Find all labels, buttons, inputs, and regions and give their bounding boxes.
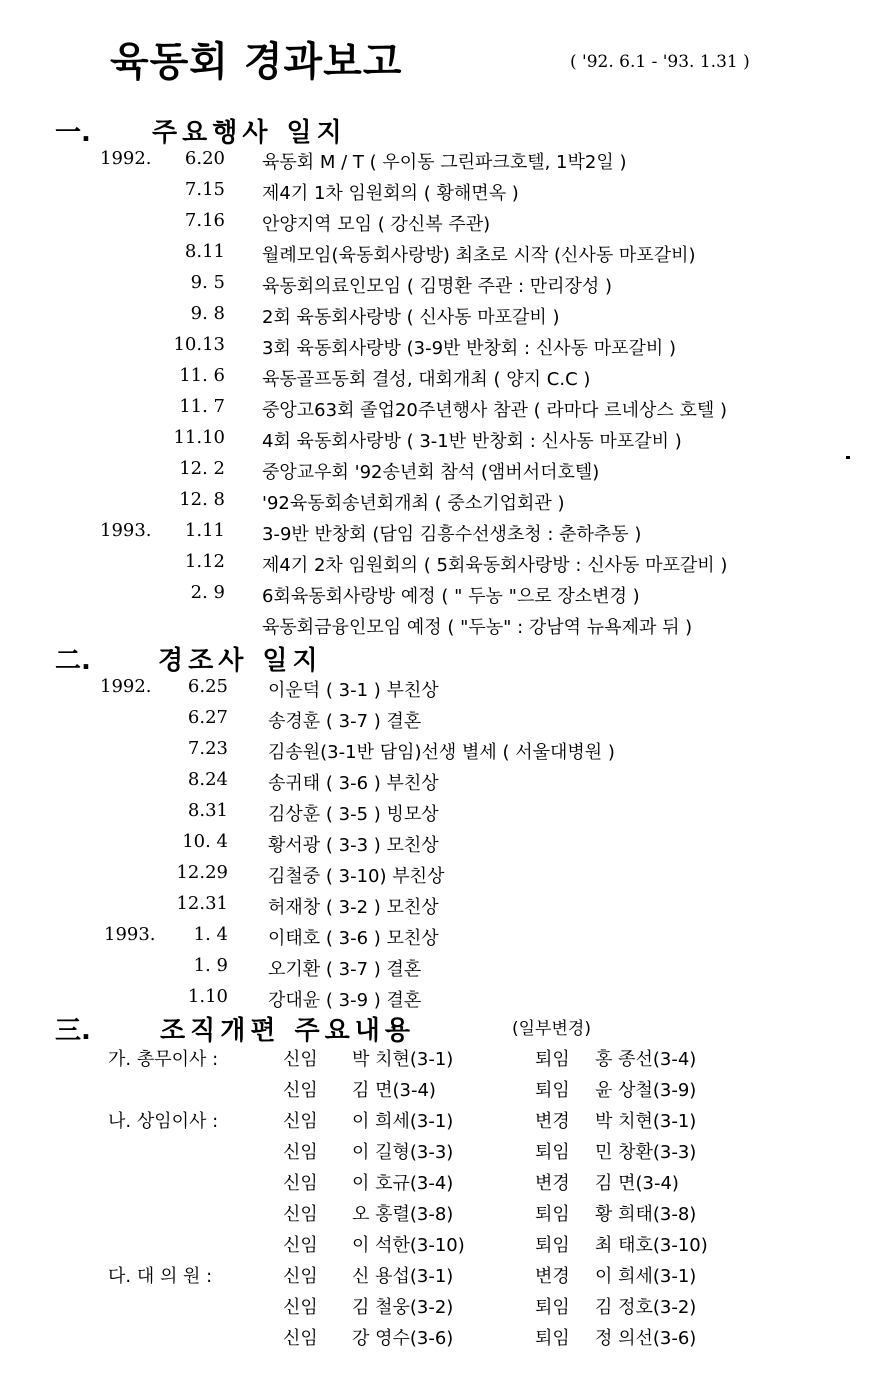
family-event-date: 10. 4: [182, 831, 228, 852]
family-event-date: 12.31: [176, 893, 228, 914]
org-change-type: 신임: [283, 1173, 318, 1194]
event-date: 9. 5: [190, 272, 225, 293]
org-change-name: 윤 상철(3-9): [595, 1080, 697, 1101]
event-date: 8.11: [184, 241, 225, 262]
section-1-number: 一.: [55, 118, 91, 148]
event-text: 3-9반 반창회 (담임 김흥수선생초청 : 춘하추동 ): [262, 524, 642, 545]
org-change-type: 퇴임: [535, 1049, 570, 1070]
org-change-type: 퇴임: [535, 1204, 570, 1225]
org-change-name: 이 길형(3-3): [352, 1142, 454, 1163]
event-year: 1992.: [100, 148, 152, 169]
org-change-name: 김 면(3-4): [352, 1080, 436, 1101]
event-text: 중앙고63회 졸업20주년행사 참관 ( 라마다 르네상스 호텔 ): [262, 400, 728, 421]
section-3-note: (일부변경): [512, 1019, 591, 1039]
org-change-name: 이 호규(3-4): [352, 1173, 454, 1194]
org-change-type: 퇴임: [535, 1297, 570, 1318]
org-change-type: 신임: [283, 1328, 318, 1349]
org-change-name: 황 희태(3-8): [595, 1204, 697, 1225]
event-date: 11.10: [173, 427, 225, 448]
event-date: 12. 2: [179, 458, 225, 479]
event-text: 3회 육동회사랑방 (3-9반 반창회 : 신사동 마포갈비 ): [262, 338, 676, 359]
org-change-name: 박 치현(3-1): [595, 1111, 697, 1132]
family-event-year: 1993.: [104, 924, 156, 945]
event-text: '92육동회송년회개최 ( 중소기업회관 ): [262, 493, 565, 514]
event-date: 11. 6: [179, 365, 225, 386]
family-event-date: 6.27: [187, 707, 228, 728]
event-text: 6회육동회사랑방 예정 ( " 두농 "으로 장소변경 ): [262, 586, 640, 607]
org-change-name: 이 희세(3-1): [352, 1111, 454, 1132]
event-date: 9. 8: [190, 303, 225, 324]
org-change-type: 퇴임: [535, 1142, 570, 1163]
org-change-type: 변경: [535, 1111, 570, 1132]
event-text: 육동회금융인모임 예정 ( "두농" : 강남역 뉴욕제과 뒤 ): [262, 617, 693, 638]
org-change-type: 신임: [283, 1080, 318, 1101]
org-change-type: 신임: [283, 1142, 318, 1163]
family-event-date: 1. 4: [193, 924, 228, 945]
section-2-number: 二.: [55, 646, 91, 676]
family-event-date: 1. 9: [193, 955, 228, 976]
section-3-title: 조직개편 주요내용: [160, 1016, 415, 1046]
org-change-name: 정 의선(3-6): [595, 1328, 697, 1349]
family-event-date: 12.29: [176, 862, 228, 883]
family-event-text: 김상훈 ( 3-5 ) 빙모상: [268, 804, 439, 825]
org-change-type: 변경: [535, 1173, 570, 1194]
event-date: 10.13: [173, 334, 225, 355]
org-change-name: 강 영수(3-6): [352, 1328, 454, 1349]
section-3-number: 三.: [55, 1016, 91, 1046]
family-event-text: 허재창 ( 3-2 ) 모친상: [268, 897, 439, 918]
event-text: 육동골프동회 결성, 대회개최 ( 양지 C.C ): [262, 369, 591, 390]
org-change-type: 신임: [283, 1204, 318, 1225]
family-event-text: 이태호 ( 3-6 ) 모친상: [268, 928, 439, 949]
family-event-text: 김철중 ( 3-10) 부친상: [268, 866, 445, 887]
event-date: 2. 9: [190, 582, 225, 603]
family-event-text: 송경훈 ( 3-7 ) 결혼: [268, 711, 422, 732]
event-date: 12. 8: [179, 489, 225, 510]
org-change-type: 신임: [283, 1111, 318, 1132]
event-text: 육동회 M / T ( 우이동 그린파크호텔, 1박2일 ): [262, 152, 627, 173]
org-change-name: 오 홍렬(3-8): [352, 1204, 454, 1225]
org-change-name: 김 정호(3-2): [595, 1297, 697, 1318]
family-event-text: 송귀태 ( 3-6 ) 부친상: [268, 773, 439, 794]
event-year: 1993.: [100, 520, 152, 541]
org-change-type: 신임: [283, 1266, 318, 1287]
scan-speck: [846, 456, 850, 459]
family-event-text: 강대윤 ( 3-9 ) 결혼: [268, 990, 422, 1011]
family-event-date: 6.25: [187, 676, 228, 697]
org-change-type: 퇴임: [535, 1328, 570, 1349]
org-change-name: 이 석한(3-10): [352, 1235, 465, 1256]
family-event-date: 7.23: [187, 738, 228, 759]
event-text: 육동회의료인모임 ( 김명환 주관 : 만리장성 ): [262, 276, 613, 297]
org-change-type: 신임: [283, 1235, 318, 1256]
event-text: 제4기 1차 임원회의 ( 황해면옥 ): [262, 183, 519, 204]
org-change-name: 신 용섭(3-1): [352, 1266, 454, 1287]
event-text: 중앙교우회 '92송년회 참석 (앰버서더호텔): [262, 462, 600, 483]
event-date: 1.11: [184, 520, 225, 541]
org-change-name: 김 면(3-4): [595, 1173, 679, 1194]
family-event-date: 1.10: [187, 986, 228, 1007]
family-event-text: 김송원(3-1반 담임)선생 별세 ( 서울대병원 ): [268, 742, 615, 763]
org-change-name: 홍 종선(3-4): [595, 1049, 697, 1070]
event-text: 월례모임(육동회사랑방) 최초로 시작 (신사동 마포갈비): [262, 245, 696, 266]
org-change-name: 박 치현(3-1): [352, 1049, 454, 1070]
org-change-type: 신임: [283, 1297, 318, 1318]
org-change-type: 퇴임: [535, 1080, 570, 1101]
event-text: 4회 육동회사랑방 ( 3-1반 반창회 : 신사동 마포갈비 ): [262, 431, 682, 452]
event-date: 7.16: [184, 210, 225, 231]
org-role: 다. 대 의 원 :: [108, 1266, 213, 1287]
family-event-date: 8.24: [187, 769, 228, 790]
event-date: 11. 7: [179, 396, 225, 417]
family-event-text: 황서광 ( 3-3 ) 모친상: [268, 835, 439, 856]
family-event-year: 1992.: [100, 676, 152, 697]
event-date: 1.12: [184, 551, 225, 572]
org-change-name: 김 철웅(3-2): [352, 1297, 454, 1318]
section-1-title: 주요행사 일지: [152, 118, 347, 148]
org-change-name: 최 태호(3-10): [595, 1235, 708, 1256]
org-change-name: 민 창환(3-3): [595, 1142, 697, 1163]
section-2-title: 경조사 일지: [158, 646, 323, 676]
org-change-name: 이 희세(3-1): [595, 1266, 697, 1287]
org-role: 가. 총무이사 :: [108, 1049, 219, 1070]
family-event-text: 오기환 ( 3-7 ) 결혼: [268, 959, 422, 980]
event-text: 제4기 2차 임원회의 ( 5회육동회사랑방 : 신사동 마포갈비 ): [262, 555, 728, 576]
family-event-text: 이운덕 ( 3-1 ) 부친상: [268, 680, 439, 701]
event-date: 7.15: [184, 179, 225, 200]
org-change-type: 신임: [283, 1049, 318, 1070]
org-role: 나. 상임이사 :: [108, 1111, 219, 1132]
event-text: 2회 육동회사랑방 ( 신사동 마포갈비 ): [262, 307, 560, 328]
family-event-date: 8.31: [187, 800, 228, 821]
org-change-type: 변경: [535, 1266, 570, 1287]
document-title: 육동회 경과보고: [110, 39, 403, 85]
report-period: ( '92. 6.1 - '93. 1.31 ): [570, 52, 750, 72]
event-text: 안양지역 모임 ( 강신복 주관): [262, 214, 491, 235]
event-date: 6.20: [184, 148, 225, 169]
org-change-type: 퇴임: [535, 1235, 570, 1256]
